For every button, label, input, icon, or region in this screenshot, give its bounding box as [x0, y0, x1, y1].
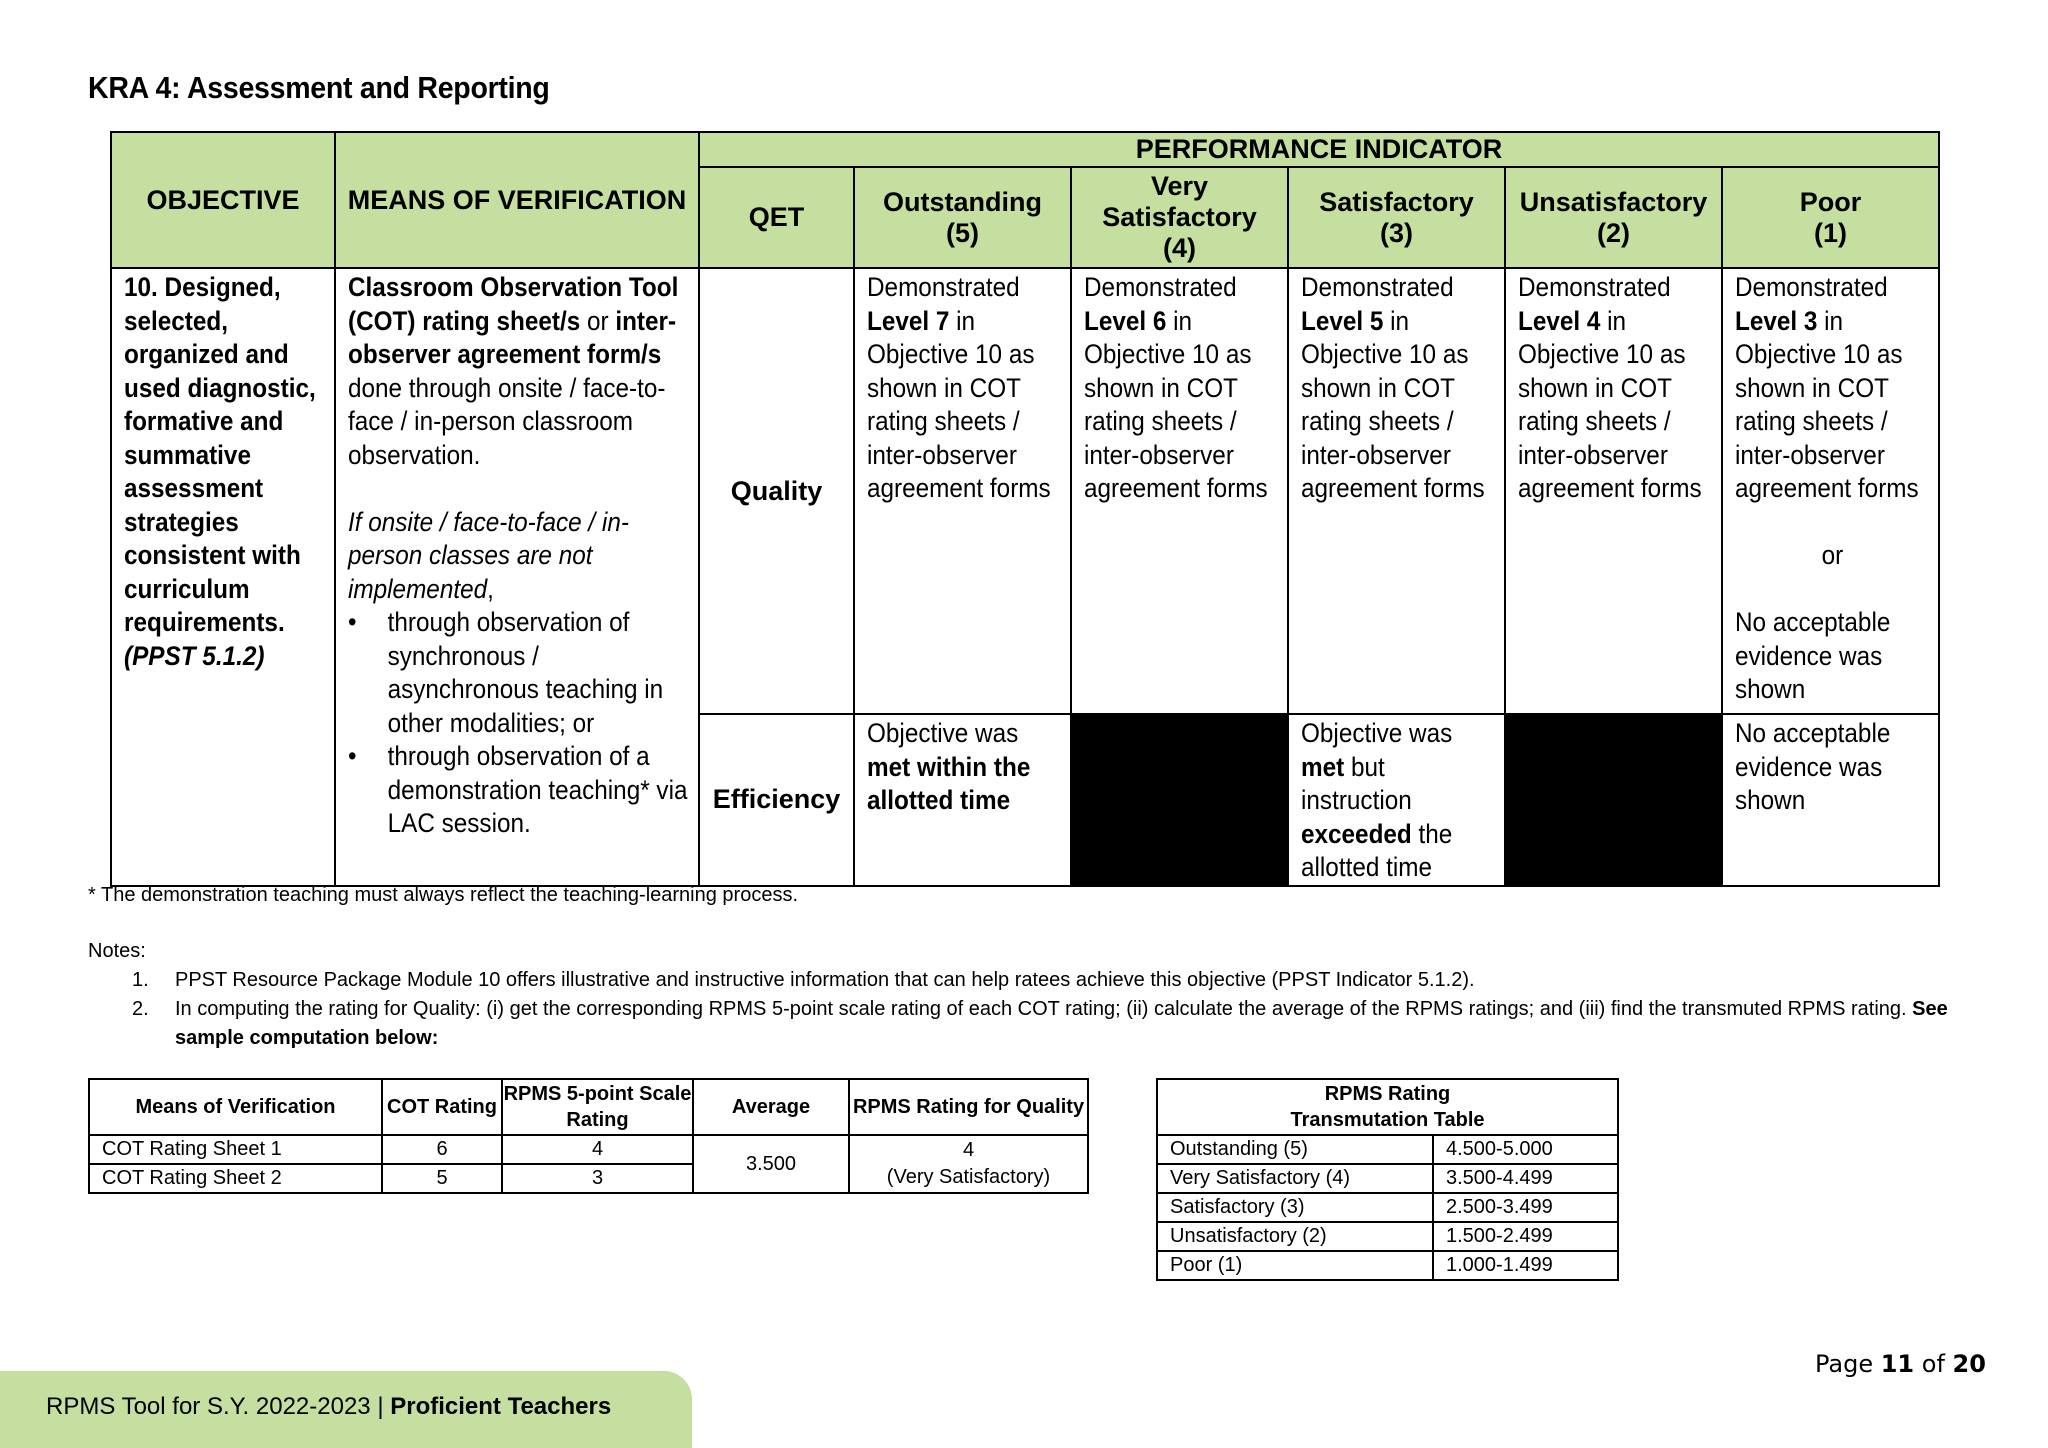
- notes-title: Notes:: [88, 940, 146, 962]
- means-bullet: • through observation of synchronous / asynchronous teaching in other modalities; or: [348, 607, 664, 738]
- header-performance-indicator: PERFORMANCE INDICATOR: [699, 132, 1939, 167]
- average-value: 3.500: [693, 1135, 849, 1193]
- efficiency-poor: No acceptable evidence was shown: [1722, 714, 1939, 886]
- efficiency-very-satisfactory-blackout: [1071, 714, 1288, 886]
- objective-cell: [111, 268, 335, 886]
- footnote: * The demonstration teaching must always reflect the teaching-learning process.: [88, 884, 799, 906]
- col-header: Means of Verification: [89, 1079, 382, 1135]
- efficiency-outstanding: Objective was met within the allotted time: [854, 714, 1071, 886]
- header-unsatisfactory: Unsatisfactory (2): [1505, 167, 1722, 268]
- quality-rating-value: 4 (Very Satisfactory): [849, 1135, 1088, 1193]
- transmutation-title: RPMS Rating Transmutation Table: [1157, 1079, 1618, 1135]
- quality-satisfactory: Demonstrated Level 5 in Objective 10 as shown in COT rating sheets / inter-observer agreement forms: [1288, 268, 1505, 714]
- efficiency-unsatisfactory-blackout: [1505, 714, 1722, 886]
- performance-indicator-table: [110, 131, 1940, 887]
- table-row: Very Satisfactory (4) 3.500-4.499: [1157, 1164, 1618, 1193]
- col-header: RPMS Rating for Quality: [849, 1079, 1088, 1135]
- page-number: Page 11 of 20: [1815, 1350, 1986, 1378]
- col-header: COT Rating: [382, 1079, 502, 1135]
- col-header: RPMS 5-point Scale Rating: [502, 1079, 693, 1135]
- col-header: Average: [693, 1079, 849, 1135]
- table-row: Satisfactory (3) 2.500-3.499: [1157, 1193, 1618, 1222]
- header-means-of-verification: MEANS OF VERIFICATION: [335, 132, 699, 268]
- means-of-verification-cell: Classroom Observation Tool (COT) rating sheet/s or inter-observer agreement form/s done through onsite / face-to-face / in-person classroom observation. If onsite / face-to-face / in-person classes are not implemented, • through observation of synchronous / asynchronous teaching in other modalities; or • through observation of a demonstration teaching* via LAC session.: [335, 268, 699, 886]
- table-row: Unsatisfactory (2) 1.500-2.499: [1157, 1222, 1618, 1251]
- qet-quality: Quality: [699, 268, 854, 714]
- quality-poor: Demonstrated Level 3 in Objective 10 as shown in COT rating sheets / inter-observer agreement forms or No acceptable evidence was shown: [1722, 268, 1939, 714]
- header-very-satisfactory: Very Satisfactory (4): [1071, 167, 1288, 268]
- quality-outstanding: Demonstrated Level 7 in Objective 10 as shown in COT rating sheets / inter-observer agreement forms: [854, 268, 1071, 714]
- quality-very-satisfactory: Demonstrated Level 6 in Objective 10 as shown in COT rating sheets / inter-observer agreement forms: [1071, 268, 1288, 714]
- qet-efficiency: Efficiency: [699, 714, 854, 886]
- transmutation-table: [1156, 1078, 1619, 1281]
- efficiency-satisfactory: Objective was met but instruction exceeded the allotted time: [1288, 714, 1505, 886]
- objective-code: (PPST 5.1.2): [124, 640, 265, 671]
- footer-text: RPMS Tool for S.Y. 2022-2023 | Proficient Teachers: [46, 1393, 612, 1420]
- note-item: 2. In computing the rating for Quality: (i) get the corresponding RPMS 5-point scale rating of each COT rating; (ii) calculate the average of the RPMS ratings; and (iii) find the transmuted RPMS rating. See sample computation below:: [132, 998, 1948, 1049]
- objective-text: 10. Designed, selected, organized and used diagnostic, formative and summative assessment strategies consistent with curriculum requirements.: [124, 272, 316, 637]
- header-satisfactory: Satisfactory (3): [1288, 167, 1505, 268]
- table-row: COT Rating Sheet 1 6 4 3.500 4 (Very Satisfactory): [89, 1135, 1088, 1164]
- header-poor: Poor (1): [1722, 167, 1939, 268]
- table-row: COT Rating Sheet 2 5 3: [89, 1164, 1088, 1193]
- note-item: 1. PPST Resource Package Module 10 offers illustrative and instructive information that can help ratees achieve this objective (PPST Indicator 5.1.2).: [132, 969, 1475, 991]
- table-row: Poor (1) 1.000-1.499: [1157, 1251, 1618, 1280]
- sample-computation-table: [88, 1078, 1089, 1194]
- header-objective: OBJECTIVE: [111, 132, 335, 268]
- page-title: KRA 4: Assessment and Reporting: [88, 70, 550, 105]
- quality-unsatisfactory: Demonstrated Level 4 in Objective 10 as shown in COT rating sheets / inter-observer agreement forms: [1505, 268, 1722, 714]
- means-bullet: • through observation of a demonstration teaching* via LAC session.: [348, 741, 688, 838]
- header-qet: QET: [699, 167, 854, 268]
- table-row: Outstanding (5) 4.500-5.000: [1157, 1135, 1618, 1164]
- header-outstanding: Outstanding (5): [854, 167, 1071, 268]
